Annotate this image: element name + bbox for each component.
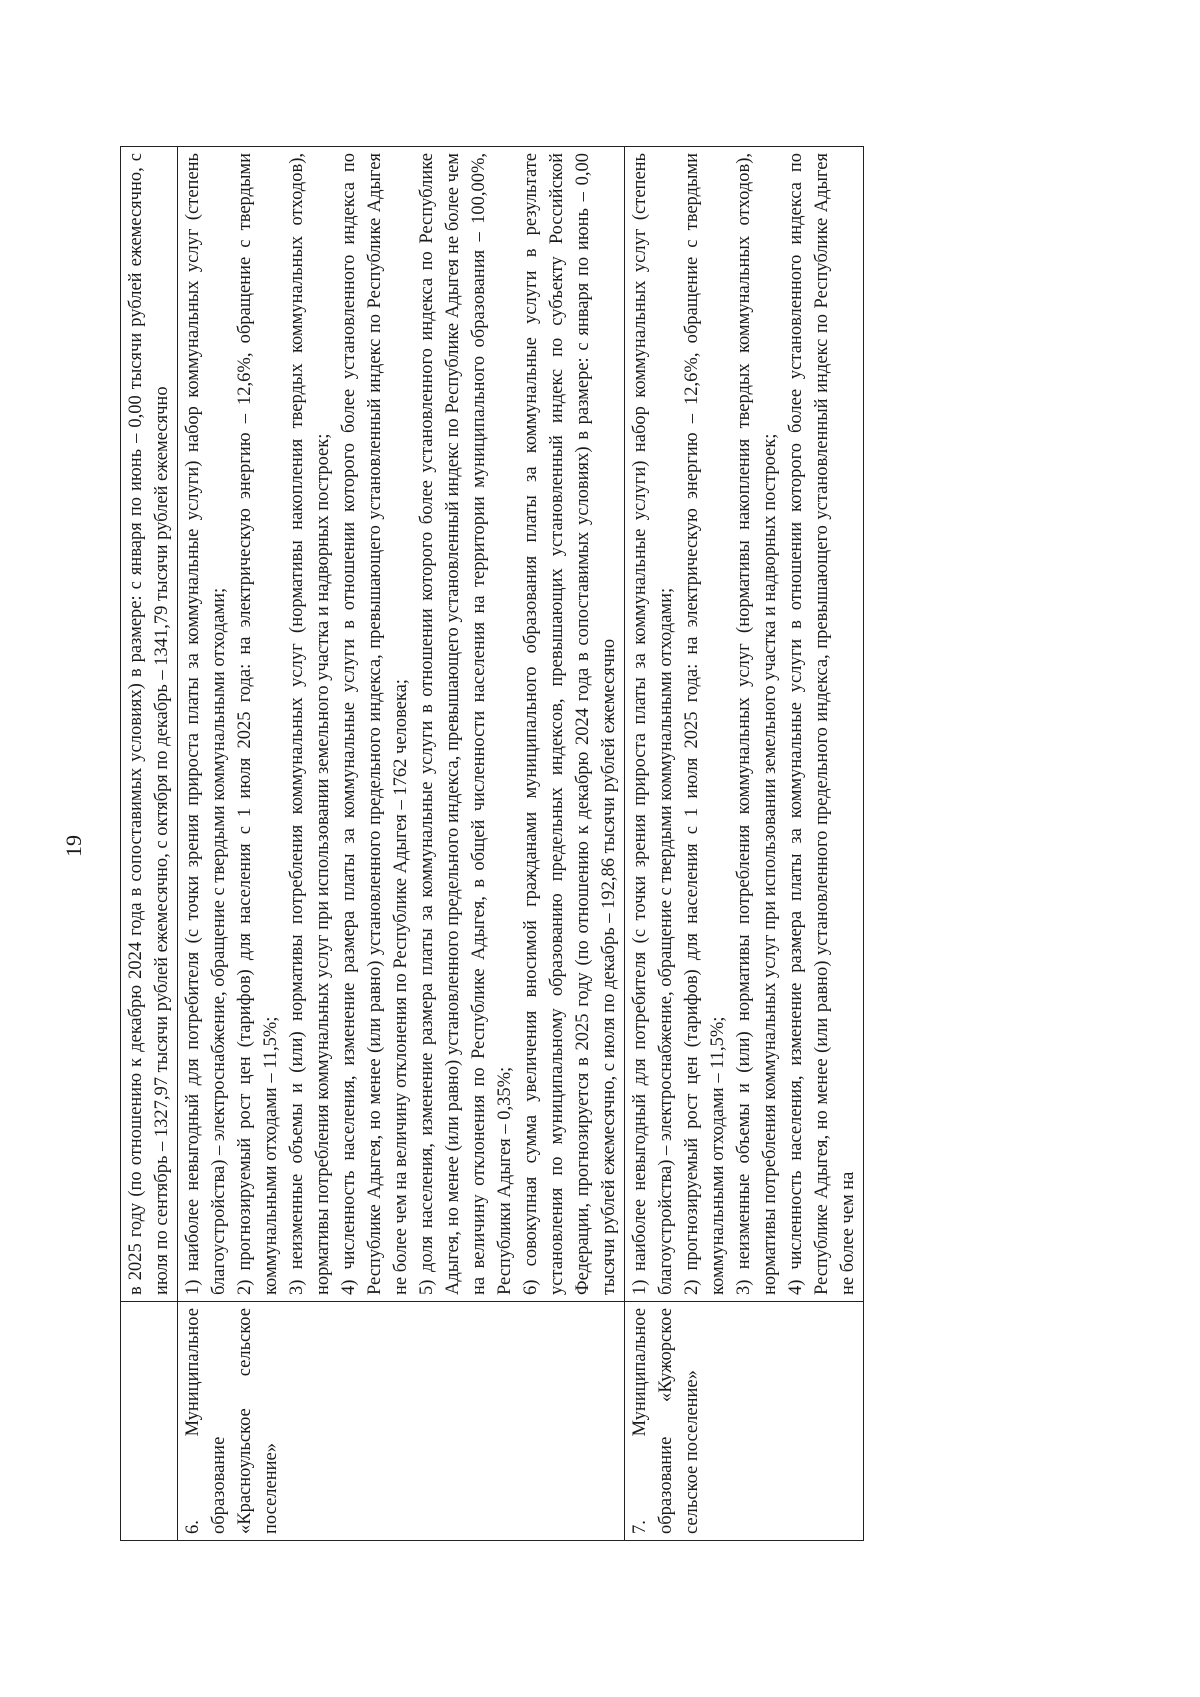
table-row <box>121 147 178 1541</box>
table-row <box>178 147 625 1541</box>
paragraph: 2) прогнозируемый рост цен (тарифов) для населения с 1 июля 2025 года: на электрическую энергию – 12,6%, обращение с твердыми коммунальными отходами – 11,5%; <box>235 153 281 1295</box>
paragraph: 3) неизменные объемы и (или) нормативы потребления коммунальных услуг (нормативы накопления твердых коммунальных отходов), нормативы потребления коммунальных услуг при использовании земельного участка и надворных построек; <box>287 153 333 1295</box>
paragraph: 5) доля населения, изменение размера платы за коммунальные услуги в отношении которого более установленного индекса по Республике Адыгея, но менее (или равно) установленного предельного индекса, превышающего установленный индекс по Республике Адыгея не более чем на величину отклонения по Республике Адыгея, в общей численности населения на территории муниципального образования – 100,00%, Республики Адыгея – 0,35%; <box>417 153 515 1295</box>
page-number: 19 <box>61 835 86 857</box>
description-cell <box>625 147 864 1302</box>
paragraph: 2) прогнозируемый рост цен (тарифов) для населения с 1 июля 2025 года: на электрическую энергию – 12,6%, обращение с твердыми коммунальными отходами – 11,5%; <box>682 153 728 1295</box>
paragraph: в 2025 году (по отношению к декабрю 2024 года в сопоставимых условиях) в размере: с января по июнь – 0,00 тысячи рублей ежемесячно, с июля по сентябрь – 1327,97 тысячи рублей ежемесячно, с октября по декабрь – 1341,79 тысячи рублей ежемесячно <box>126 153 172 1295</box>
paragraph: 1) наиболее невыгодный для потребителя (с точки зрения прироста платы за коммунальные услуги) набор коммунальных услуг (степень благоустройства) – электроснабжение, обращение с твердыми коммунальными отходами; <box>183 153 229 1295</box>
municipality-name-cell <box>121 1302 178 1541</box>
municipality-name-cell: 6. Муниципальное образование «Красноульское сельское поселение» <box>178 1302 625 1541</box>
paragraph: 4) численность населения, изменение размера платы за коммунальные услуги в отношении которого более установленного индекса по Республике Адыгея, но менее (или равно) установленного предельного индекса, превышающего установленный индекс по Республике Адыгея не более чем на <box>786 153 858 1295</box>
municipality-name-cell: 7. Муниципальное образование «Кужорское сельское поселение» <box>625 1302 864 1541</box>
table-row <box>625 147 864 1541</box>
description-cell <box>121 147 178 1302</box>
description-cell <box>178 147 625 1302</box>
paragraph: 3) неизменные объемы и (или) нормативы потребления коммунальных услуг (нормативы накопления твердых коммунальных отходов), нормативы потребления коммунальных услуг при использовании земельного участка и надворных построек; <box>734 153 780 1295</box>
document-table <box>120 146 864 1541</box>
paragraph: 1) наиболее невыгодный для потребителя (с точки зрения прироста платы за коммунальные услуги) набор коммунальных услуг (степень благоустройства) – электроснабжение, обращение с твердыми коммунальными отходами; <box>630 153 676 1295</box>
rotated-table-area <box>120 146 1065 1541</box>
paragraph: 6) совокупная сумма увеличения вносимой гражданами муниципального образования платы за коммунальные услуги в результате установления по муниципальному образованию предельных индексов, превышающих установленный индекс по субъекту Российской Федерации, прогнозируется в 2025 году (по отношению к декабрю 2024 года в сопоставимых условиях) в размере: с января по июнь – 0,00 тысячи рублей ежемесячно, с июля по декабрь – 192,86 тысячи рублей ежемесячно <box>521 153 619 1295</box>
paragraph: 4) численность населения, изменение размера платы за коммунальные услуги в отношении которого более установленного индекса по Республике Адыгея, но менее (или равно) установленного предельного индекса, превышающего установленный индекс по Республике Адыгея не более чем на величину отклонения по Республике Адыгея – 1762 человека; <box>339 153 411 1295</box>
